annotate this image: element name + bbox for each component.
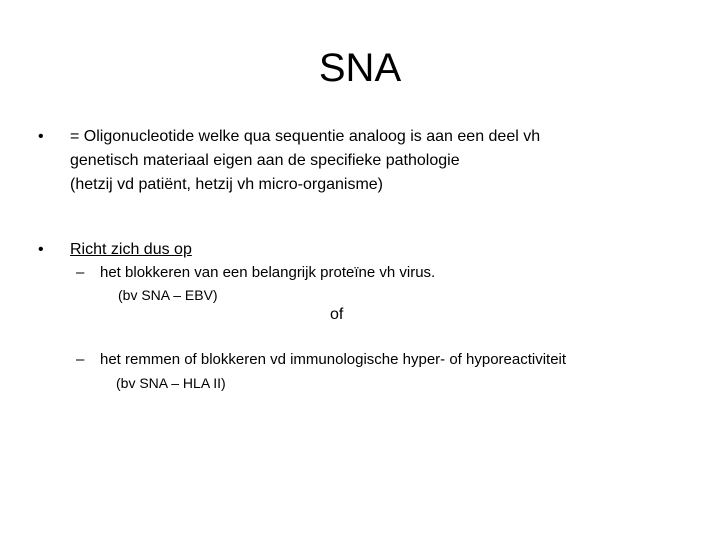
bullet-1-line-1: = Oligonucleotide welke qua sequentie analoog is aan een deel vh (70, 128, 541, 145)
separator-of: of (330, 306, 344, 323)
bullet-2-marker: • (38, 241, 44, 258)
sub-item-1-text: het blokkeren van een belangrijk proteïne vh virus. (100, 264, 436, 281)
bullet-1-line-3: (hetzij vd patiënt, hetzij vh micro-organisme) (70, 176, 384, 193)
sub-item-2-example: (bv SNA – HLA II) (116, 375, 226, 391)
bullet-2-heading: Richt zich dus op (70, 241, 192, 258)
sub-item-1-dash: – (76, 264, 85, 281)
sub-item-1-example: (bv SNA – EBV) (118, 287, 218, 303)
sub-item-2-dash: – (76, 351, 85, 368)
bullet-1-marker: • (38, 128, 44, 145)
sub-item-2-text: het remmen of blokkeren vd immunologische hyper- of hyporeactiviteit (100, 351, 567, 368)
bullet-1-line-2: genetisch materiaal eigen aan de specifieke pathologie (70, 152, 460, 169)
slide-title: SNA (318, 46, 402, 90)
